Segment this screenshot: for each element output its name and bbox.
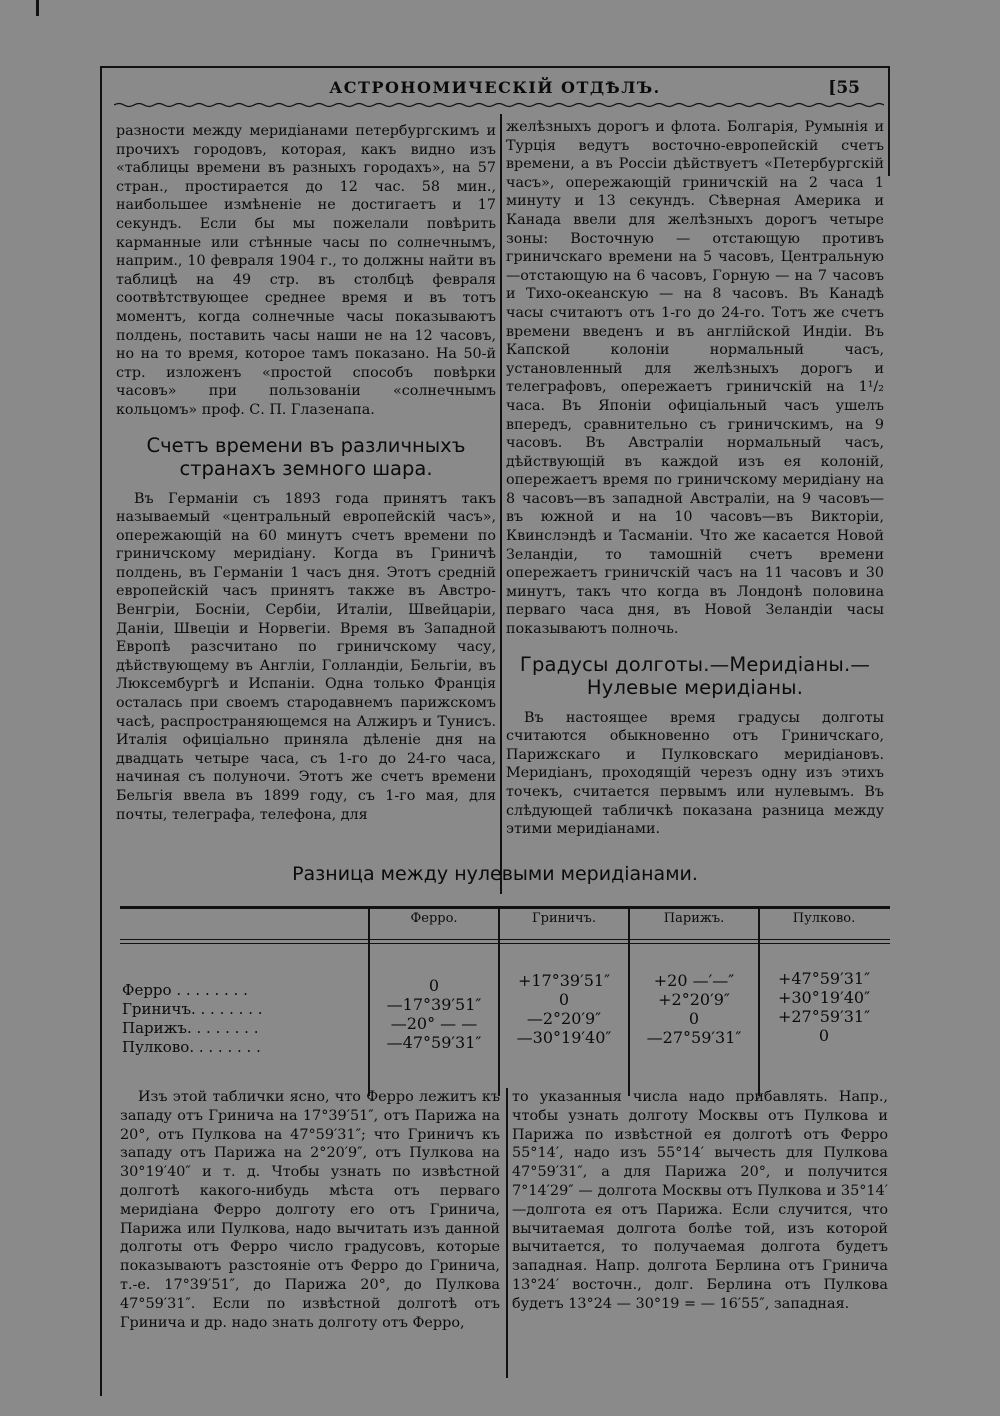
page-number: [55: [828, 78, 860, 98]
table-cell: —47°59′31″: [386, 1033, 482, 1052]
page-edge-mark: [36, 0, 39, 16]
table-cell: +27°59′31″: [777, 1007, 871, 1026]
table-cell: +30°19′40″: [777, 988, 871, 1007]
column-divider-bottom: [506, 1088, 508, 1378]
table-cell: +2°20′9″: [658, 990, 730, 1009]
table-cell: —27°59′31″: [646, 1028, 742, 1047]
table-cell: —2°20′9″: [526, 1009, 602, 1028]
column-divider-top: [500, 114, 502, 894]
frame-left-rule: [100, 66, 102, 1396]
frame-top-rule: [100, 66, 890, 68]
column-header: Ферро.: [410, 911, 458, 926]
section-title: АСТРОНОМИЧЕСКІЙ ОТДѢЛЪ.: [329, 78, 661, 97]
right-column: [506, 118, 884, 839]
bottom-left-column: [120, 1088, 500, 1332]
section-heading: Счетъ времени въ различныхъ странахъ земного шара.: [146, 433, 466, 480]
table-cell: 0: [558, 990, 570, 1009]
running-head: [100, 78, 890, 102]
paragraph: Въ Германіи съ 1893 года принятъ такъ называемый «центральный европейскій часъ», опережающій на 60 минутъ счетъ времени по гриничскому меридіану. Когда въ Гриничѣ полдень, въ Германіи 1 часъ дня. Этотъ средній европейскій часъ принятъ также въ Австро-Венгріи, Босніи, Сербіи, Италіи, Швейцаріи, Даніи, Швеціи и Норвегіи. Время въ Западной Европѣ разсчитано по гриничскому часу, дѣйствующему въ Англіи, Голландіи, Бельгіи, въ Люксембургѣ и Испаніи. Одна только Франція осталась при своемъ стародавнемъ парижскомъ часѣ, распространяющемся на Алжиръ и Тунисъ. Италія офиціально приняла дѣленіе дня на двадцать четыре часа, съ 1-го до 24-го часа, начиная съ полуночи. Этотъ же счетъ времени Бельгія ввела въ 1899 году, съ 1-го мая, для почты, телеграфа, телефона, для: [116, 490, 496, 823]
row-label: Ферро . . . . . . . .: [122, 981, 248, 999]
heading-line: Нулевые меридіаны.: [586, 675, 804, 699]
paragraph: разности между меридіанами петербургскимъ и прочихъ городовъ, которая, какъ видно изъ «таблицы времени въ разныхъ городахъ», на 57 стран., простирается до 12 час. 58 мин., наибольшее измѣненіе не достигаетъ и 17 секундъ. Если бы мы пожелали повѣрить карманные или стѣнные часы по солнечнымъ, наприм., 10 февраля 1904 г., то должны найти въ таблицѣ на 49 стр. въ столбцѣ февраля соотвѣтствующее среднее время и въ тотъ моментъ, когда солнечные часы показываютъ полдень, поставить часы наши не на 12 часовъ, но на то время, которое тамъ показано. На 50-й стр. изложенъ «простой способъ повѣрки часовъ» при пользованіи «солнечнымъ кольцомъ» проф. С. П. Глазенапа.: [116, 123, 496, 418]
table-cell: —30°19′40″: [516, 1028, 612, 1047]
table-title: Разница между нулевыми меридіанами.: [292, 863, 698, 885]
wavy-rule: [114, 102, 884, 108]
table-cell: 0: [428, 976, 440, 995]
paragraph: Изъ этой таблички ясно, что Ферро лежитъ къ западу отъ Гринича на 17°39′51″, отъ Парижа на 20°, отъ Пулкова на 47°59′31″; что Гриничъ къ западу отъ Парижа на 2°20′9″, отъ Пулкова на 30°19′40″ и т. д. Чтобы узнать по извѣстной долготѣ какого-нибудь мѣста отъ перваго меридіана Ферро долготу его отъ Гринича, Парижа или Пулкова, надо вычитать изъ данной долготы отъ Ферро число градусовъ, которые показываютъ разстояніе отъ Ферро до Гринича, т.-е. 17°39′51″, до Парижа 20°, до Пулкова 47°59′31″. Если по извѣстной долготѣ отъ Гринича и др. надо знать долготу отъ Ферро,: [120, 1089, 500, 1331]
column-header: Гриничъ.: [532, 911, 596, 926]
page-sheet: [100, 66, 890, 1396]
bottom-right-column: [512, 1088, 888, 1314]
paragraph: Въ настоящее время градусы долготы считаются обыкновенно отъ Гриничскаго, Парижскаго и Пулковскаго меридіановъ. Меридіанъ, проходящій черезъ одну изъ этихъ точекъ, считается первымъ или нулевымъ. Въ слѣдующей табличкѣ показана разница между этими меридіанами.: [506, 709, 884, 838]
row-label: Гриничъ. . . . . . . .: [122, 1000, 263, 1018]
column-header: Пулково.: [792, 911, 856, 926]
table-cell: +47°59′31″: [777, 969, 871, 988]
table-cell: 0: [688, 1009, 700, 1028]
paragraph: то указанныя числа надо прибавлять. Напр., чтобы узнать долготу Москвы отъ Пулкова и Парижа по извѣстной ея долготѣ отъ Ферро 55°14′, надо изъ 55°14′ вычесть для Пулкова 47°59′31″, а для Парижа 20°, и получится 7°14′29″ — долгота Москвы отъ Пулкова и 35°14′—долгота ея отъ Парижа. Если случится, что вычитаемая долгота болѣе той, изъ которой вычитается, то получаемая долгота будетъ западная. Напр. долгота Берлина отъ Гринича 13°24′ восточн., долг. Берлина отъ Пулкова будетъ 13°24 — 30°19 = — 16′55″, западная.: [512, 1089, 888, 1312]
paragraph: желѣзныхъ дорогъ и флота. Болгарія, Румынія и Турція ведутъ восточно-европейскій счетъ времени, а въ Россіи дѣйствуетъ «Петербургскій часъ», опережающій гриничскій на 2 часа 1 минуту и 13 секундъ. Сѣверная Америка и Канада ввели для желѣзныхъ дорогъ четыре зоны: Восточную — отстающую противъ гриничскаго времени на 5 часовъ, Центральную—отстающую на 6 часовъ, Горную — на 7 часовъ и Тихо-океанскую — на 8 часовъ. Въ Канадѣ часы считаютъ отъ 1-го до 24-го. Тотъ же счетъ времени введенъ и въ англійской Индіи. Въ Капской колоніи нормальный часъ, установленный для желѣзныхъ дорогъ и телеграфовъ, опережаетъ гриничскій на 1¹/₂ часа. Въ Японіи офиціальный часъ ушелъ впередъ, сравнительно съ гриничскимъ, на 9 часовъ. Въ Австраліи нормальный часъ, дѣйствующій въ каждой изъ ея колоній, опережаетъ время по гриничскому меридіану на 8 часовъ—въ западной Австраліи, на 9 часовъ—въ южной и на 10 часовъ—въ Викторіи, Квинслэндѣ и Тасманіи. Что же касается Новой Зеландіи, то тамошній счетъ времени опережаетъ гриничскій часъ на 11 часовъ и 30 минутъ, такъ что когда въ Лондонѣ половина перваго часа дня, въ Новой Зеландіи часы показываютъ полночь.: [506, 119, 884, 638]
section-heading: [506, 653, 884, 699]
heading-line: Градусы долготы.—Меридіаны.—: [519, 652, 871, 676]
table-cell: +20 —′—″: [653, 971, 735, 990]
table-cell: —17°39′51″: [386, 995, 482, 1014]
table-cell: +17°39′51″: [517, 971, 611, 990]
row-label: Парижъ. . . . . . . .: [122, 1019, 259, 1037]
table-cell: —20° — —: [390, 1014, 478, 1033]
row-label: Пулково. . . . . . . .: [122, 1038, 261, 1056]
column-header: Парижъ.: [663, 911, 725, 926]
table-cell: 0: [818, 1026, 830, 1045]
left-column: [116, 122, 496, 824]
